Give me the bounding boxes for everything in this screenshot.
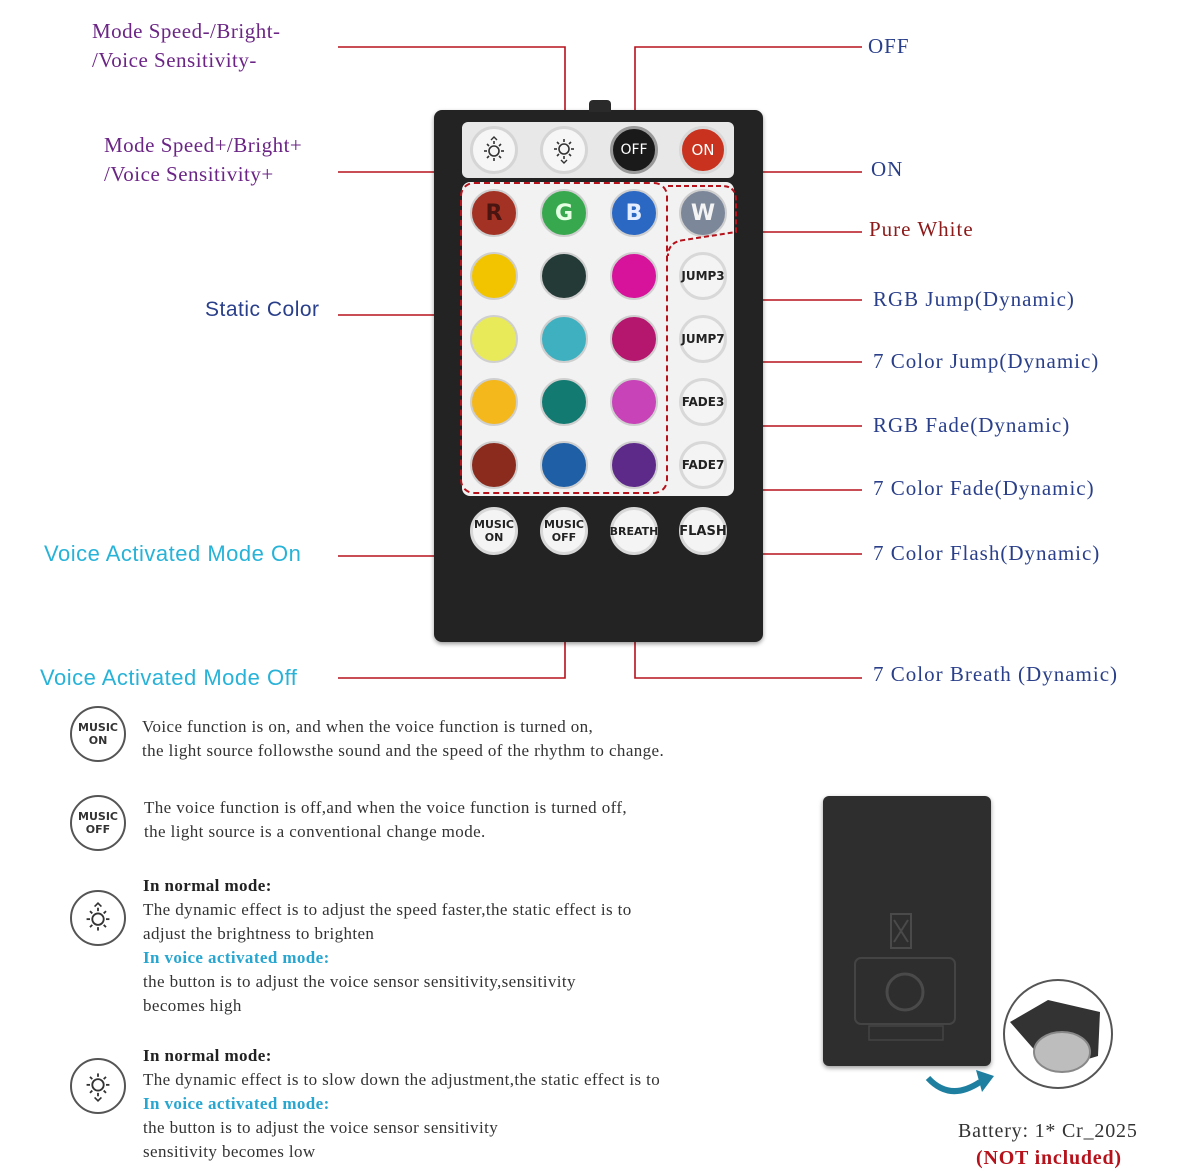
bright-down-button[interactable]: [540, 126, 588, 174]
label-7color-flash: 7 Color Flash(Dynamic): [873, 541, 1101, 565]
static-color-outline: [460, 182, 668, 494]
music-off-icon-text-1: MUSIC: [78, 810, 118, 823]
green-button[interactable]: G: [540, 189, 588, 237]
bright-up-voice-line2: becomes high: [143, 996, 242, 1015]
bright-down-desc-icon: [70, 1058, 126, 1114]
battery-not-included: (NOT included): [976, 1147, 1122, 1169]
music-off-icon-text-2: OFF: [85, 823, 111, 836]
breath-button[interactable]: BREATH: [610, 507, 658, 555]
label-7color-breath: 7 Color Breath (Dynamic): [873, 662, 1119, 686]
bright-up-desc-icon: [70, 890, 126, 946]
label-pure-white: Pure White: [869, 217, 974, 241]
on-button[interactable]: ON: [679, 126, 727, 174]
label-speed-plus-line1: Mode Speed+/Bright+: [104, 133, 303, 157]
red-button[interactable]: R: [470, 189, 518, 237]
bright-down-normal-title: In normal mode:: [143, 1046, 272, 1065]
music-off-desc-line2: the light source is a conventional change mode.: [144, 822, 486, 841]
white-button[interactable]: W: [679, 189, 727, 237]
bright-up-description: [143, 874, 632, 1018]
bright-up-voice-title: In voice activated mode:: [143, 948, 330, 967]
label-on: ON: [871, 157, 904, 181]
bright-up-normal-line1: The dynamic effect is to adjust the speed faster,the static effect is to: [143, 900, 632, 919]
music-on-text-2: ON: [484, 531, 504, 544]
music-on-icon-text-2: ON: [88, 734, 108, 747]
bright-down-description: [143, 1044, 660, 1164]
off-button[interactable]: OFF: [610, 126, 658, 174]
fade3-button[interactable]: FADE3: [679, 378, 727, 426]
bright-down-voice-line2: sensitivity becomes low: [143, 1142, 316, 1161]
music-on-desc-line2: the light source followsthe sound and the speed of the rhythm to change.: [142, 741, 665, 760]
label-speed-plus: [104, 131, 302, 189]
music-on-description: [142, 715, 664, 763]
bright-up-button[interactable]: [470, 126, 518, 174]
label-rgb-jump: RGB Jump(Dynamic): [873, 287, 1075, 311]
music-off-text-1: MUSIC: [544, 518, 584, 531]
label-rgb-fade: RGB Fade(Dynamic): [873, 413, 1071, 437]
label-speed-plus-line2: /Voice Sensitivity+: [104, 162, 274, 186]
bright-up-icon: [480, 136, 508, 164]
jump7-button[interactable]: JUMP7: [679, 315, 727, 363]
bright-down-voice-title: In voice activated mode:: [143, 1094, 330, 1113]
music-on-desc-line1: Voice function is on, and when the voice function is turned on,: [142, 717, 594, 736]
bright-down-normal-line1: The dynamic effect is to slow down the adjustment,the static effect is to: [143, 1070, 661, 1089]
jump3-button[interactable]: JUMP3: [679, 252, 727, 300]
music-on-button[interactable]: [470, 507, 518, 555]
label-static-color: Static Color: [205, 298, 320, 321]
bright-up-icon: [82, 902, 114, 934]
fade7-button[interactable]: FADE7: [679, 441, 727, 489]
music-off-text-2: OFF: [551, 531, 577, 544]
label-7color-jump: 7 Color Jump(Dynamic): [873, 349, 1100, 373]
music-off-icon: [70, 795, 126, 851]
label-speed-minus: [92, 17, 281, 75]
music-off-desc-line1: The voice function is off,and when the voice function is turned off,: [144, 798, 628, 817]
bright-up-normal-title: In normal mode:: [143, 876, 272, 895]
label-speed-minus-line1: Mode Speed-/Bright-: [92, 19, 281, 43]
bright-up-voice-line1: the button is to adjust the voice sensor sensitivity,sensitivity: [143, 972, 576, 991]
remote-back-cover: [823, 796, 991, 1066]
battery-note: Battery: 1* Cr_2025: [958, 1120, 1138, 1142]
battery-compartment-icon: [823, 796, 991, 1066]
music-on-icon-text-1: MUSIC: [78, 721, 118, 734]
label-voice-off: Voice Activated Mode Off: [40, 665, 298, 690]
label-speed-minus-line2: /Voice Sensitivity-: [92, 48, 257, 72]
music-off-description: [144, 796, 627, 844]
music-on-icon: [70, 706, 126, 762]
remote-ir-tab: [589, 100, 611, 112]
blue-button[interactable]: B: [610, 189, 658, 237]
bright-down-voice-line1: the button is to adjust the voice sensor sensitivity: [143, 1118, 499, 1137]
bright-down-icon: [82, 1070, 114, 1102]
flash-button[interactable]: FLASH: [679, 507, 727, 555]
label-7color-fade: 7 Color Fade(Dynamic): [873, 476, 1095, 500]
label-off: OFF: [868, 34, 910, 58]
bright-up-normal-line2: adjust the brightness to brighten: [143, 924, 375, 943]
bright-down-icon: [550, 136, 578, 164]
music-on-text-1: MUSIC: [474, 518, 514, 531]
music-off-button[interactable]: [540, 507, 588, 555]
label-voice-on: Voice Activated Mode On: [44, 541, 302, 566]
